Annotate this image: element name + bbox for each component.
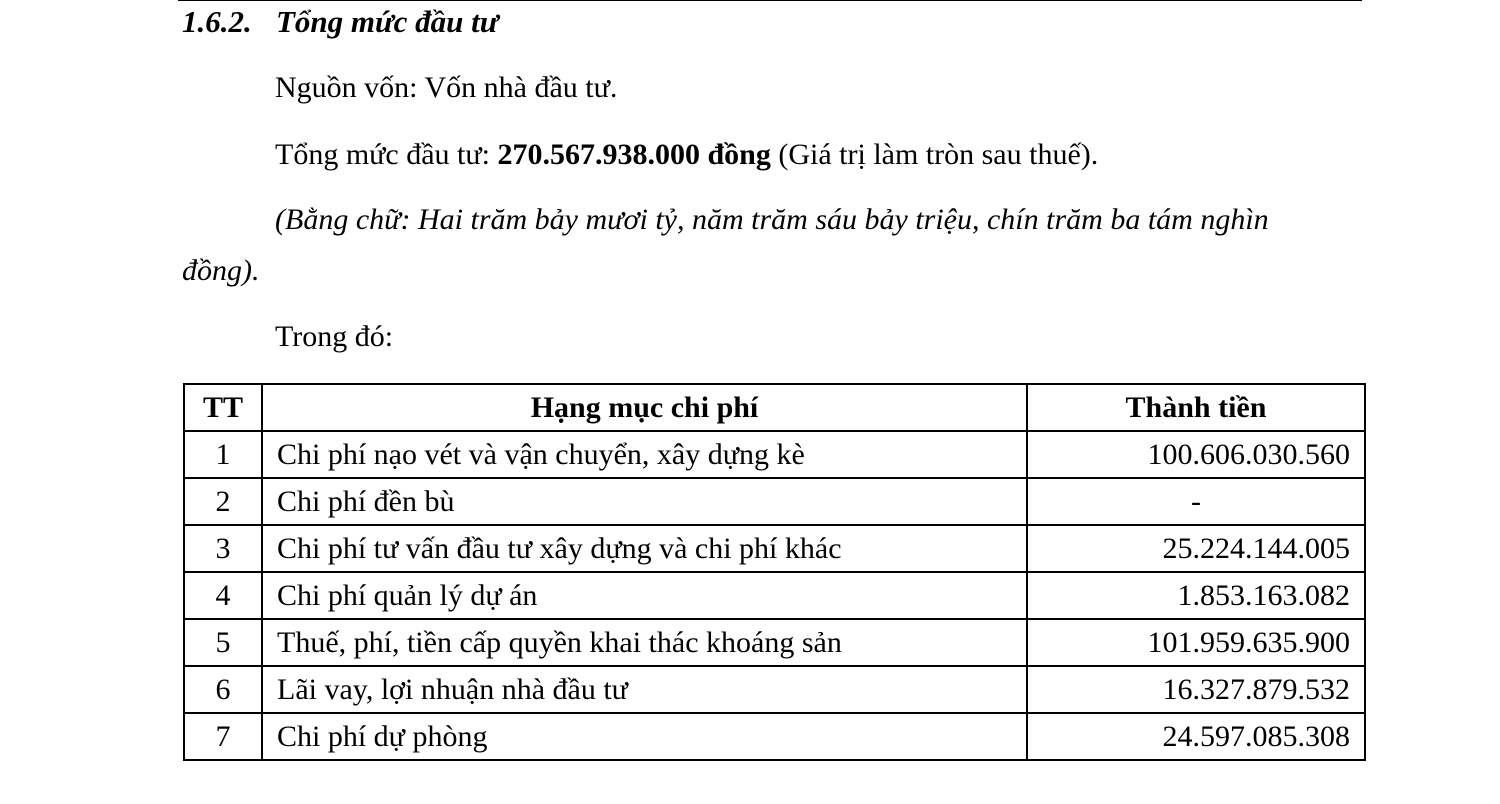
section-title: Tổng mức đầu tư (276, 4, 499, 39)
row-item: Chi phí đền bù (262, 478, 1027, 525)
row-amount: 24.597.085.308 (1027, 713, 1365, 760)
table-row (184, 619, 1365, 666)
row-tt: 1 (184, 431, 262, 478)
row-amount: 101.959.635.900 (1027, 619, 1365, 666)
table-row (184, 478, 1365, 525)
row-item: Chi phí tư vấn đầu tư xây dựng và chi phí khác (262, 525, 1027, 572)
row-tt: 6 (184, 666, 262, 713)
row-item: Thuế, phí, tiền cấp quyền khai thác khoáng sản (262, 619, 1027, 666)
row-amount: 25.224.144.005 (1027, 525, 1365, 572)
table-row (184, 572, 1365, 619)
table-row (184, 431, 1365, 478)
table-header-row (184, 384, 1365, 431)
row-amount: 1.853.163.082 (1027, 572, 1365, 619)
cost-breakdown-table (183, 383, 1366, 761)
cut-off-text-mark (308, 790, 318, 793)
page-top-rule (178, 0, 1362, 1)
row-tt: 4 (184, 572, 262, 619)
total-investment-line (275, 135, 1098, 175)
amount-in-words-line-1: (Bằng chữ: Hai trăm bảy mươi tỷ, năm trăm sáu bảy triệu, chín trăm ba tám nghìn (275, 203, 1269, 236)
header-item: Hạng mục chi phí (262, 384, 1027, 431)
row-item: Chi phí nạo vét và vận chuyển, xây dựng kè (262, 431, 1027, 478)
row-item: Chi phí quản lý dự án (262, 572, 1027, 619)
row-item: Lãi vay, lợi nhuận nhà đầu tư (262, 666, 1027, 713)
row-amount: 100.606.030.560 (1027, 431, 1365, 478)
row-amount: - (1027, 478, 1365, 525)
total-amount: 270.567.938.000 đồng (497, 138, 771, 171)
row-tt: 5 (184, 619, 262, 666)
header-amount: Thành tiền (1027, 384, 1365, 431)
table-row (184, 666, 1365, 713)
table-row (184, 713, 1365, 760)
row-amount: 16.327.879.532 (1027, 666, 1365, 713)
row-tt: 3 (184, 525, 262, 572)
total-label: Tổng mức đầu tư: (275, 138, 498, 171)
row-item: Chi phí dự phòng (262, 713, 1027, 760)
total-note: (Giá trị làm tròn sau thuế). (770, 138, 1099, 171)
header-tt: TT (184, 384, 262, 431)
funding-source: Nguồn vốn: Vốn nhà đầu tư. (275, 71, 618, 104)
row-tt: 7 (184, 713, 262, 760)
section-number: 1.6.2. (182, 4, 252, 39)
row-tt: 2 (184, 478, 262, 525)
amount-in-words-line-2: đồng). (182, 254, 260, 287)
table-row (184, 525, 1365, 572)
breakdown-label: Trong đó: (275, 320, 394, 353)
section-heading (182, 2, 498, 42)
